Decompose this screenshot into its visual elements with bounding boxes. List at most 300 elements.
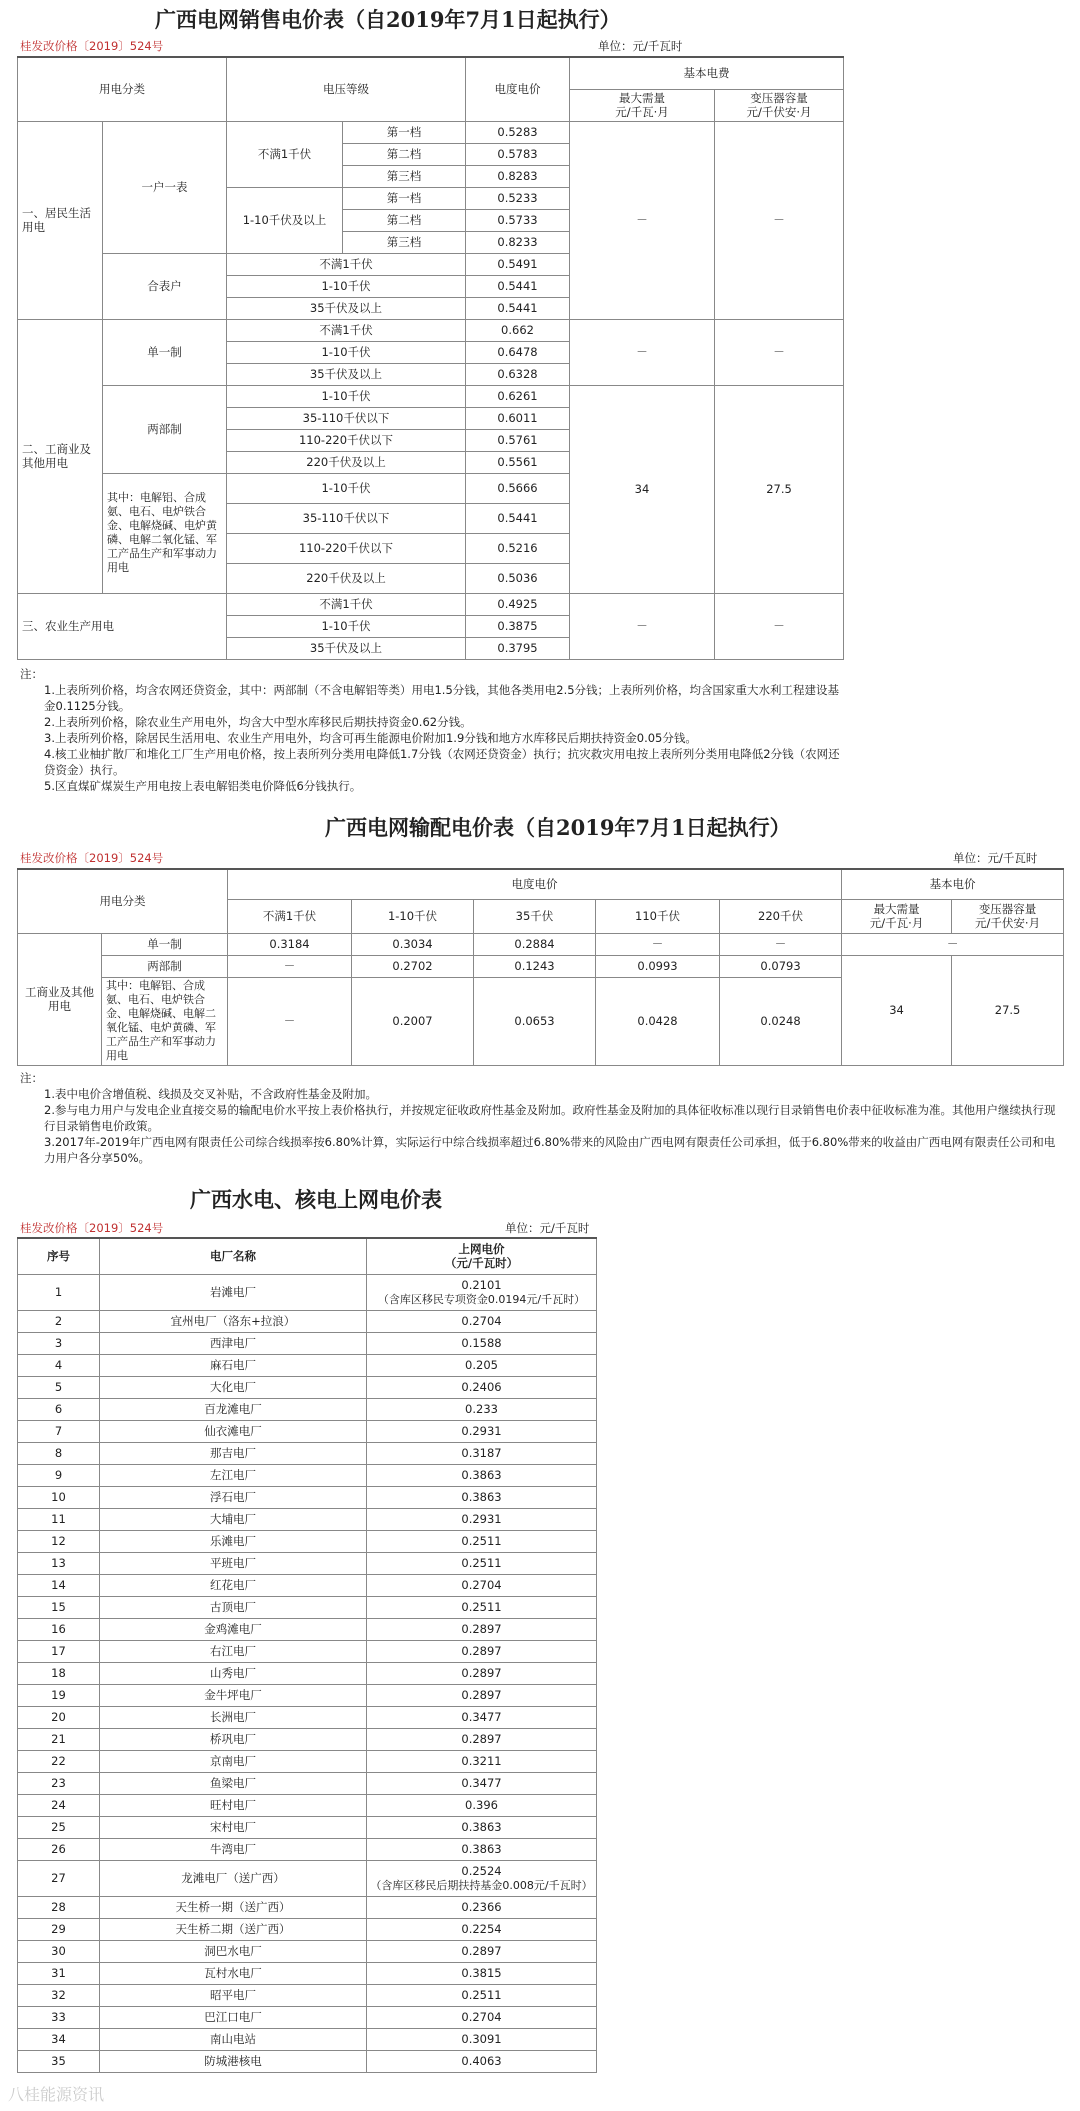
price-cell: 0.5233 xyxy=(466,187,570,209)
hydro-price-value: 0.2366 xyxy=(461,1900,502,1914)
hydro-name: 那吉电厂 xyxy=(100,1442,367,1464)
tx-header-v4: 110千伏 xyxy=(596,899,720,933)
hydro-price-value: 0.2931 xyxy=(461,1512,502,1526)
hydro-name: 防城港核电 xyxy=(100,2050,367,2072)
tx-header-transformer: 变压器容量 元/千伏安·月 xyxy=(952,899,1064,933)
hydro-price xyxy=(367,1772,597,1794)
hydro-row xyxy=(18,1750,597,1772)
hydro-row xyxy=(18,1706,597,1728)
hydro-price-value: 0.3477 xyxy=(461,1776,502,1790)
hydro-row xyxy=(18,1442,597,1464)
hydro-name: 天生桥一期（送广西） xyxy=(100,1896,367,1918)
hydro-price xyxy=(367,1508,597,1530)
hydro-price-value: 0.2511 xyxy=(461,1556,502,1570)
sales-header-transformer: 变压器容量 元/千伏安·月 xyxy=(715,89,844,121)
hydro-row xyxy=(18,1896,597,1918)
tx-cell: 0.3034 xyxy=(352,933,474,955)
hydro-price-value: 0.2897 xyxy=(461,1666,502,1680)
sales-header-category: 用电分类 xyxy=(18,57,227,121)
tier2-b: 第二档 xyxy=(343,209,466,231)
hydro-no: 10 xyxy=(18,1486,100,1508)
hydro-no: 14 xyxy=(18,1574,100,1596)
hydro-no: 23 xyxy=(18,1772,100,1794)
voltage-cell: 220千伏及以上 xyxy=(227,563,466,593)
commercial-md: 34 xyxy=(570,385,715,593)
hydro-name: 京南电厂 xyxy=(100,1750,367,1772)
hydro-price xyxy=(367,1794,597,1816)
tx-row-name: 两部制 xyxy=(102,955,228,977)
hydro-price xyxy=(367,2006,597,2028)
hydro-name: 桥巩电厂 xyxy=(100,1728,367,1750)
hydro-price-value: 0.3187 xyxy=(461,1446,502,1460)
voltage-cell: 1-10千伏 xyxy=(227,275,466,297)
hydro-row xyxy=(18,1662,597,1684)
price-cell: 0.3795 xyxy=(466,637,570,659)
transmission-title: 广西电网输配电价表（自2019年7月1日起执行） xyxy=(325,815,791,840)
agri-md: － xyxy=(570,593,715,659)
hydro-no: 26 xyxy=(18,1838,100,1860)
hydro-no: 7 xyxy=(18,1420,100,1442)
transmission-notes xyxy=(20,1070,1065,1166)
two-part-label: 两部制 xyxy=(103,385,227,473)
hydro-row xyxy=(18,1486,597,1508)
hydro-no: 2 xyxy=(18,1310,100,1332)
hydro-price xyxy=(367,1684,597,1706)
hydro-no: 19 xyxy=(18,1684,100,1706)
tx-header-price: 电度电价 xyxy=(228,869,842,899)
hydro-name: 浮石电厂 xyxy=(100,1486,367,1508)
hydro-row xyxy=(18,1816,597,1838)
price-cell: 0.5561 xyxy=(466,451,570,473)
price-cell: 0.3875 xyxy=(466,615,570,637)
hydro-no: 25 xyxy=(18,1816,100,1838)
hydro-price xyxy=(367,1662,597,1684)
price-cell: 0.5441 xyxy=(466,275,570,297)
hydro-price-value: 0.2897 xyxy=(461,1732,502,1746)
voltage-cell: 1-10千伏 xyxy=(227,341,466,363)
hydro-price-value: 0.1588 xyxy=(461,1336,502,1350)
hydro-row xyxy=(18,1464,597,1486)
tx-header-max-demand: 最大需量 元/千瓦·月 xyxy=(842,899,952,933)
hydro-price xyxy=(367,1640,597,1662)
tx-cell: 0.0428 xyxy=(596,977,720,1065)
hydro-row xyxy=(18,2028,597,2050)
hydro-name: 乐滩电厂 xyxy=(100,1530,367,1552)
sales-ref: 桂发改价格〔2019〕524号 xyxy=(20,39,164,53)
hydro-price xyxy=(367,1918,597,1940)
hydro-name: 大埔电厂 xyxy=(100,1508,367,1530)
voltage-cell: 35千伏及以上 xyxy=(227,363,466,385)
tx-header-v5: 220千伏 xyxy=(720,899,842,933)
hydro-price-value: 0.2511 xyxy=(461,1600,502,1614)
hydro-price-value: 0.2704 xyxy=(461,2010,502,2024)
hydro-price-value: 0.205 xyxy=(465,1358,498,1372)
hydro-price-value: 0.2897 xyxy=(461,1688,502,1702)
hydro-row xyxy=(18,1860,597,1896)
hydro-no: 32 xyxy=(18,1984,100,2006)
hydro-name: 宋村电厂 xyxy=(100,1816,367,1838)
hydro-price-value: 0.396 xyxy=(465,1798,498,1812)
hydro-row xyxy=(18,1508,597,1530)
hydro-price-value: 0.3863 xyxy=(461,1468,502,1482)
hydro-price-value: 0.3815 xyxy=(461,1966,502,1980)
hydro-price xyxy=(367,1376,597,1398)
hydro-header-price: 上网电价 （元/千瓦时） xyxy=(367,1238,597,1274)
hydro-row xyxy=(18,1376,597,1398)
hydro-row xyxy=(18,1940,597,1962)
sales-header-price: 电度电价 xyxy=(466,57,570,121)
voltage-cell: 110-220千伏以下 xyxy=(227,429,466,451)
hydro-price-value: 0.2101 xyxy=(461,1277,502,1292)
combined-label: 合表户 xyxy=(103,253,227,319)
sales-header-max-demand: 最大需量 元/千瓦·月 xyxy=(570,89,715,121)
special-label: 其中：电解铝、合成氨、电石、电炉铁合金、电解烧碱、电炉黄磷、电解二氧化锰、军工产品生产和军事动力用电 xyxy=(103,473,227,593)
tx-cell: － xyxy=(228,955,352,977)
hydro-no: 17 xyxy=(18,1640,100,1662)
hydro-price xyxy=(367,1398,597,1420)
transmission-ref: 桂发改价格〔2019〕524号 xyxy=(20,851,164,865)
hydro-price xyxy=(367,2050,597,2072)
price-cell: 0.5216 xyxy=(466,533,570,563)
hydro-price xyxy=(367,1574,597,1596)
voltage-cell: 不满1千伏 xyxy=(227,593,466,615)
hydro-name: 百龙滩电厂 xyxy=(100,1398,367,1420)
hydro-price xyxy=(367,1984,597,2006)
tier1-b: 第一档 xyxy=(343,187,466,209)
residential-label: 一、居民生活用电 xyxy=(18,121,103,319)
tier3-a: 第三档 xyxy=(343,165,466,187)
hydro-row xyxy=(18,1310,597,1332)
hydro-price-value: 0.2897 xyxy=(461,1944,502,1958)
voltage-cell: 220千伏及以上 xyxy=(227,451,466,473)
transmission-unit: 单位：元/千瓦时 xyxy=(953,851,1038,865)
hydro-row xyxy=(18,1728,597,1750)
hydro-header-name: 电厂名称 xyxy=(100,1238,367,1274)
voltage-cell: 110-220千伏以下 xyxy=(227,533,466,563)
sales-note-4: 4.核工业柚扩散厂和堆化工厂生产用电价格，按上表所列分类用电降低1.7分钱（农网还贷资金）执行；抗灾救灾用电按上表所列分类用电降低2分钱（农网还贷资金）执行。 xyxy=(44,747,840,777)
hydro-no: 33 xyxy=(18,2006,100,2028)
hydro-title: 广西水电、核电上网电价表 xyxy=(190,1187,442,1212)
hydro-price-note: （含库区移民专项资金0.0194元/千瓦时） xyxy=(377,1292,586,1306)
hydro-price xyxy=(367,1332,597,1354)
hydro-no: 1 xyxy=(18,1274,100,1310)
price-cell: 0.5733 xyxy=(466,209,570,231)
hydro-row xyxy=(18,1794,597,1816)
price-cell: 0.5666 xyxy=(466,473,570,503)
hydro-price xyxy=(367,1816,597,1838)
sales-note-1: 1.上表所列价格，均含农网还贷资金，其中：两部制（不含电解铝等类）用电1.5分钱，其他各类用电2.5分钱；上表所列价格，均含国家重大水利工程建设基金0.1125分钱。 xyxy=(44,683,840,713)
tx-cell: 0.2007 xyxy=(352,977,474,1065)
hydro-name: 天生桥二期（送广西） xyxy=(100,1918,367,1940)
notes-label: 注： xyxy=(20,667,43,681)
hydro-price xyxy=(367,1596,597,1618)
tx-note-3: 3.2017年-2019年广西电网有限责任公司综合线损率按6.80%计算，实际运行中综合线损率超过6.80%带来的风险由广西电网有限责任公司承担，低于6.80%带来的收益由广西电网有限责任公司和电力用户各分享50%。 xyxy=(44,1135,1056,1165)
hydro-price-value: 0.3477 xyxy=(461,1710,502,1724)
agri-tc: － xyxy=(715,593,844,659)
hydro-price-value: 0.2524 xyxy=(461,1863,502,1878)
hydro-name: 宜州电厂（洛东+拉浪） xyxy=(100,1310,367,1332)
notes-label: 注： xyxy=(20,1071,43,1085)
hydro-price xyxy=(367,1860,597,1896)
hydro-name: 山秀电厂 xyxy=(100,1662,367,1684)
tx-single-basic: － xyxy=(842,933,1064,955)
hydro-price-value: 0.3863 xyxy=(461,1490,502,1504)
hydro-no: 21 xyxy=(18,1728,100,1750)
tx-tc: 27.5 xyxy=(952,955,1064,1065)
tx-cell: － xyxy=(720,933,842,955)
tx-note-1: 1.表中电价含增值税、线损及交叉补贴，不含政府性基金及附加。 xyxy=(44,1087,377,1101)
hydro-price xyxy=(367,1530,597,1552)
price-cell: 0.6478 xyxy=(466,341,570,363)
single-label: 单一制 xyxy=(103,319,227,385)
hydro-price xyxy=(367,1896,597,1918)
hydro-price xyxy=(367,1420,597,1442)
voltage-cell: 1-10千伏 xyxy=(227,615,466,637)
hydro-row xyxy=(18,2006,597,2028)
hydro-price-note: （含库区移民后期扶持基金0.008元/千瓦时） xyxy=(370,1878,593,1892)
hydro-no: 31 xyxy=(18,1962,100,1984)
hydro-row xyxy=(18,1618,597,1640)
voltage-cell: 35-110千伏以下 xyxy=(227,503,466,533)
hydro-name: 岩滩电厂 xyxy=(100,1274,367,1310)
price-cell: 0.5441 xyxy=(466,297,570,319)
tx-cell: 0.0993 xyxy=(596,955,720,977)
sales-title: 广西电网销售电价表（自2019年7月1日起执行） xyxy=(155,7,621,32)
tx-cell: 0.2702 xyxy=(352,955,474,977)
hydro-unit: 单位：元/千瓦时 xyxy=(505,1221,590,1235)
hydro-price-value: 0.2254 xyxy=(461,1922,502,1936)
hydro-no: 8 xyxy=(18,1442,100,1464)
hydro-name: 巴江口电厂 xyxy=(100,2006,367,2028)
hydro-no: 28 xyxy=(18,1896,100,1918)
hydro-price xyxy=(367,1962,597,1984)
hydro-price-value: 0.3863 xyxy=(461,1842,502,1856)
price-cell: 0.5783 xyxy=(466,143,570,165)
hydro-name: 瓦村水电厂 xyxy=(100,1962,367,1984)
hydro-no: 13 xyxy=(18,1552,100,1574)
hydro-name: 南山电站 xyxy=(100,2028,367,2050)
commercial-label: 二、工商业及其他用电 xyxy=(18,319,103,593)
hydro-row xyxy=(18,1398,597,1420)
hydro-name: 仙衣滩电厂 xyxy=(100,1420,367,1442)
tx-row-name: 单一制 xyxy=(102,933,228,955)
tx-cell: 0.0653 xyxy=(474,977,596,1065)
hydro-row xyxy=(18,1596,597,1618)
hydro-no: 5 xyxy=(18,1376,100,1398)
price-cell: 0.5491 xyxy=(466,253,570,275)
hydro-no: 35 xyxy=(18,2050,100,2072)
tx-cell: 0.2884 xyxy=(474,933,596,955)
hydro-price-value: 0.4063 xyxy=(461,2054,502,2068)
sales-table xyxy=(17,56,844,660)
hydro-price xyxy=(367,1552,597,1574)
price-cell: 0.8283 xyxy=(466,165,570,187)
tx-header-v2: 1-10千伏 xyxy=(352,899,474,933)
price-cell: 0.5441 xyxy=(466,503,570,533)
tx-cell: 0.0793 xyxy=(720,955,842,977)
voltage-cell: 不满1千伏 xyxy=(227,319,466,341)
hydro-row xyxy=(18,1838,597,1860)
hydro-price-value: 0.2897 xyxy=(461,1644,502,1658)
hydro-name: 金鸡滩电厂 xyxy=(100,1618,367,1640)
hydro-name: 西津电厂 xyxy=(100,1332,367,1354)
hydro-name: 龙滩电厂（送广西） xyxy=(100,1860,367,1896)
sales-unit: 单位：元/千瓦时 xyxy=(598,39,683,53)
sales-header-voltage: 电压等级 xyxy=(227,57,466,121)
hydro-name: 大化电厂 xyxy=(100,1376,367,1398)
hydro-no: 12 xyxy=(18,1530,100,1552)
hydro-price-value: 0.233 xyxy=(465,1402,498,1416)
tx-cell: － xyxy=(228,977,352,1065)
hydro-no: 27 xyxy=(18,1860,100,1896)
hydro-price xyxy=(367,1750,597,1772)
sales-note-5: 5.区直煤矿煤炭生产用电按上表电解铝类电价降低6分钱执行。 xyxy=(44,779,362,793)
sales-note-2: 2.上表所列价格，除农业生产用电外，均含大中型水库移民后期扶持资金0.62分钱。 xyxy=(44,715,472,729)
hydro-name: 长洲电厂 xyxy=(100,1706,367,1728)
transmission-table xyxy=(17,868,1064,1066)
tx-cell: 0.3184 xyxy=(228,933,352,955)
tx-md: 34 xyxy=(842,955,952,1065)
hydro-no: 18 xyxy=(18,1662,100,1684)
voltage-cell: 不满1千伏 xyxy=(227,253,466,275)
hydro-price-value: 0.3091 xyxy=(461,2032,502,2046)
hydro-row xyxy=(18,1684,597,1706)
hydro-price xyxy=(367,1442,597,1464)
hydro-name: 昭平电厂 xyxy=(100,1984,367,2006)
hydro-no: 24 xyxy=(18,1794,100,1816)
sales-notes xyxy=(20,666,850,794)
hydro-price xyxy=(367,1486,597,1508)
hydro-no: 6 xyxy=(18,1398,100,1420)
hydro-price-value: 0.2897 xyxy=(461,1622,502,1636)
hydro-row xyxy=(18,1274,597,1310)
hydro-no: 3 xyxy=(18,1332,100,1354)
hydro-no: 34 xyxy=(18,2028,100,2050)
hydro-row xyxy=(18,1574,597,1596)
hydro-price-value: 0.2931 xyxy=(461,1424,502,1438)
tx-header-v1: 不满1千伏 xyxy=(228,899,352,933)
one-meter-label: 一户一表 xyxy=(103,121,227,253)
agri-label: 三、农业生产用电 xyxy=(18,593,227,659)
hydro-row xyxy=(18,1420,597,1442)
lt1kv-label: 不满1千伏 xyxy=(227,121,343,187)
hydro-price-value: 0.3211 xyxy=(461,1754,502,1768)
hydro-name: 旺村电厂 xyxy=(100,1794,367,1816)
kv1-10-label: 1-10千伏及以上 xyxy=(227,187,343,253)
hydro-no: 30 xyxy=(18,1940,100,1962)
commercial-tc: 27.5 xyxy=(715,385,844,593)
hydro-price-value: 0.2704 xyxy=(461,1578,502,1592)
tx-cell: 0.0248 xyxy=(720,977,842,1065)
hydro-name: 平班电厂 xyxy=(100,1552,367,1574)
price-cell: 0.5761 xyxy=(466,429,570,451)
hydro-price xyxy=(367,1728,597,1750)
price-cell: 0.662 xyxy=(466,319,570,341)
price-cell: 0.6261 xyxy=(466,385,570,407)
tier1-a: 第一档 xyxy=(343,121,466,143)
tx-cell: 0.1243 xyxy=(474,955,596,977)
hydro-price-value: 0.3863 xyxy=(461,1820,502,1834)
hydro-no: 4 xyxy=(18,1354,100,1376)
hydro-row xyxy=(18,1962,597,1984)
tx-header-category: 用电分类 xyxy=(18,869,228,933)
voltage-cell: 1-10千伏 xyxy=(227,473,466,503)
hydro-no: 22 xyxy=(18,1750,100,1772)
price-cell: 0.4925 xyxy=(466,593,570,615)
price-cell: 0.5283 xyxy=(466,121,570,143)
hydro-header-no: 序号 xyxy=(18,1238,100,1274)
hydro-name: 牛湾电厂 xyxy=(100,1838,367,1860)
voltage-cell: 35千伏及以上 xyxy=(227,297,466,319)
price-cell: 0.6011 xyxy=(466,407,570,429)
tx-row-name: 其中：电解铝、合成氨、电石、电炉铁合金、电解烧碱、电解二氧化锰、电炉黄磷、军工产品生产和军事动力用电 xyxy=(102,977,228,1065)
hydro-price-value: 0.2511 xyxy=(461,1534,502,1548)
voltage-cell: 35千伏及以上 xyxy=(227,637,466,659)
hydro-price xyxy=(367,1310,597,1332)
hydro-price-value: 0.2704 xyxy=(461,1314,502,1328)
hydro-name: 洞巴水电厂 xyxy=(100,1940,367,1962)
hydro-no: 11 xyxy=(18,1508,100,1530)
hydro-price xyxy=(367,1464,597,1486)
hydro-price xyxy=(367,1274,597,1310)
hydro-price xyxy=(367,1838,597,1860)
price-cell: 0.5036 xyxy=(466,563,570,593)
hydro-row xyxy=(18,1772,597,1794)
hydro-name: 红花电厂 xyxy=(100,1574,367,1596)
hydro-no: 20 xyxy=(18,1706,100,1728)
hydro-no: 9 xyxy=(18,1464,100,1486)
hydro-row xyxy=(18,2050,597,2072)
hydro-price xyxy=(367,2028,597,2050)
hydro-row xyxy=(18,1918,597,1940)
watermark: 八桂能源资讯 xyxy=(8,2085,105,2104)
hydro-row xyxy=(18,1354,597,1376)
hydro-name: 左江电厂 xyxy=(100,1464,367,1486)
sales-note-3: 3.上表所列价格，除居民生活用电、农业生产用电外，均含可再生能源电价附加1.9分钱和地方水库移民后期扶持资金0.05分钱。 xyxy=(44,731,697,745)
tier3-b: 第三档 xyxy=(343,231,466,253)
hydro-price xyxy=(367,1706,597,1728)
tier2-a: 第二档 xyxy=(343,143,466,165)
single-tc: － xyxy=(715,319,844,385)
tx-header-basic: 基本电价 xyxy=(842,869,1064,899)
hydro-price xyxy=(367,1354,597,1376)
hydro-price-value: 0.2511 xyxy=(461,1988,502,2002)
voltage-cell: 1-10千伏 xyxy=(227,385,466,407)
residential-tc: － xyxy=(715,121,844,319)
tx-note-2: 2.参与电力用户与发电企业直接交易的输配电价水平按上表价格执行，并按规定征收政府性基金及附加。政府性基金及附加的具体征收标准以现行目录销售电价表中征收标准为准。其他用户继续执行现行目录销售电价政策。 xyxy=(44,1103,1056,1133)
tx-header-v3: 35千伏 xyxy=(474,899,596,933)
hydro-no: 15 xyxy=(18,1596,100,1618)
hydro-price-value: 0.2406 xyxy=(461,1380,502,1394)
hydro-row xyxy=(18,1552,597,1574)
hydro-no: 29 xyxy=(18,1918,100,1940)
hydro-name: 麻石电厂 xyxy=(100,1354,367,1376)
hydro-no: 16 xyxy=(18,1618,100,1640)
hydro-row xyxy=(18,1984,597,2006)
hydro-ref: 桂发改价格〔2019〕524号 xyxy=(20,1221,164,1235)
hydro-price xyxy=(367,1618,597,1640)
sales-header-basic: 基本电费 xyxy=(570,57,844,89)
residential-md: － xyxy=(570,121,715,319)
hydro-table xyxy=(17,1237,597,2073)
hydro-name: 金牛坪电厂 xyxy=(100,1684,367,1706)
tx-cell: － xyxy=(596,933,720,955)
hydro-row xyxy=(18,1530,597,1552)
single-md: － xyxy=(570,319,715,385)
tx-group-label: 工商业及其他用电 xyxy=(18,933,102,1065)
hydro-row xyxy=(18,1640,597,1662)
price-cell: 0.6328 xyxy=(466,363,570,385)
